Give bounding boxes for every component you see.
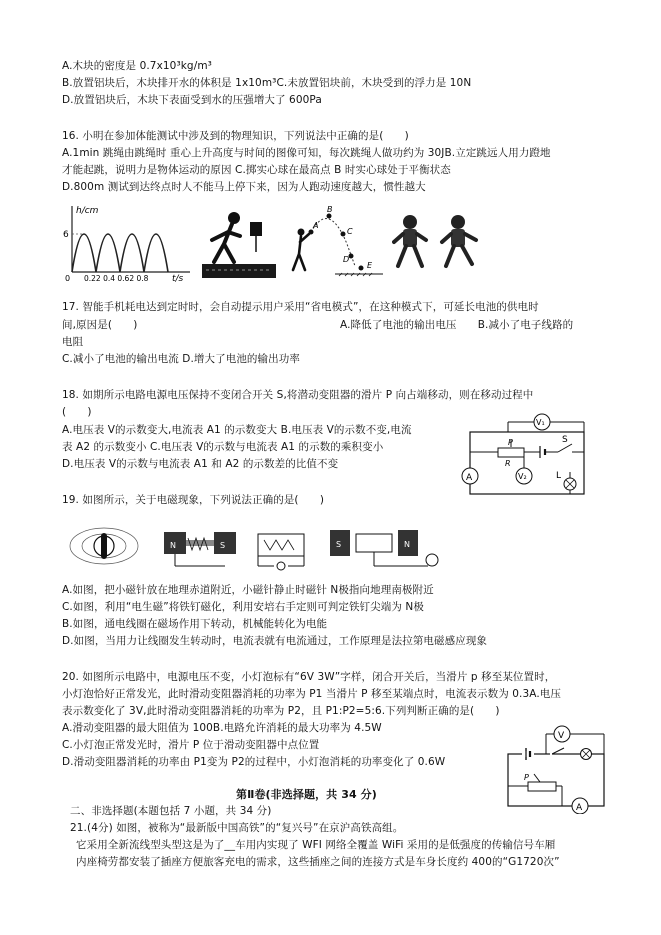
q20-option-a-b: A.滑动变阻器的最大阻值为 100B.电路允许消耗的最大功率为 4.5W [62,722,382,734]
graph-y-tick: 6 [63,230,69,240]
label-b: B [327,205,333,214]
q16-ball-trajectory [285,204,385,280]
q17-line1: 17. 智能手机耗电达到定时时，会自动提示用户采用“省电模式”，在这种模式下，可延长电池的供电时 [62,301,539,313]
q20-line1: 20. 如图所示电路中，电源电压不变，小灯泡标有“6V 3W”字样，闭合开关后，当滑片 p 移至某位置时， [62,671,556,683]
q19-option-b: B.如图，通电线圈在磁场作用下转动，机械能转化为电能 [62,618,328,630]
thrower-body [293,234,309,270]
svg-text:P: P [524,773,529,782]
thrower-head [298,229,305,236]
q19-option-a: A.如图，把小磁针放在地理赤道附近，小磁针静止时磁针 N极指向地理南极附近 [62,584,434,596]
switch-s [558,444,572,452]
q15-option-d: D.放置铝块后，木块下表面受到水的压强增大了 600Pa [62,94,322,106]
part2-heading: 第Ⅱ卷(非选择题，共 34 分) [236,788,377,801]
svg-text:V₁: V₁ [536,418,545,427]
q21-line3: 内座椅劳都安装了插座方便旅客充电的需求，这些插座之间的连接方式是车身长度约 400的“G1720次” [76,856,560,868]
rheostat-r [498,448,524,457]
q17-line2-right: A.降低了电池的输出电压 B.减小了电子线路的 [340,319,574,331]
label-a: A [313,221,319,230]
q16-option-b-c: 才能起跳，说明力是物体运动的原因 C.掷实心球在最高点 B 时实心球处于平衡状态 [62,164,451,176]
q20-line2: 小灯泡恰好正常发光，此时滑动变阻器消耗的功率为 P1 当滑片 P 移至某端点时，电流表示数为 0.3A.电压 [62,688,561,700]
svg-text:S: S [562,435,568,445]
graph-y-label: h/cm [76,206,99,216]
magnet-needle [101,533,107,559]
q20-option-c: C.小灯泡正常发光时，滑片 P 位于滑动变阻器中点位置 [62,739,320,751]
rheostat [528,782,556,791]
q20-option-d: D.滑动变阻器消耗的功率由 P1变为 P2的过程中，小灯泡消耗的功率变化了 0.6W [62,756,446,768]
q16-height-time-graph [62,202,197,282]
q19-fig-compass [70,528,138,564]
label-c: C [347,227,353,236]
q16-jump-figure [198,204,278,280]
graph-x-label: t/s [172,274,184,282]
q17-line2-left: 间,原因是( ) [62,319,138,331]
q16-runners-figure [392,210,488,276]
q20-line3: 表示数变化了 3V,此时滑动变阻器消耗的功率为 P2，且 P1:P2=5:6.下列判断正确的是( ) [62,705,500,717]
q21-line2: 它采用全新流线型头型这是为了__车用内实现了 WFI 网络全覆盖 WiFi 采用的是低强度的传输信号车厢 [76,839,556,851]
q16-option-d: D.800m 测试到达终点时人不能马上停下来，因为人跑动速度越大，惯性越大 [62,181,426,193]
svg-text:A: A [466,473,473,483]
label-d: D [343,255,350,264]
runner-left [394,215,426,266]
q18-line5: D.电压表 V的示数与电流表 A1 和 A2 的示数差的比值不变 [62,458,339,470]
athlete-head [228,212,240,224]
svg-text:V₂: V₂ [518,472,527,481]
q18-line2: ( ) [62,406,92,418]
part2-section-title: 二、非选择题(本题包括 7 小题，共 34 分) [70,805,272,817]
q18-line1: 18. 如期所示电路电源电压保持不变闭合开关 S,将潜动变阻器的滑片 P 向占端移动，则在移动过程中 [62,389,534,401]
q17-line4: C.减小了电池的输出电流 D.增大了电池的输出功率 [62,353,300,365]
q18-line4: 表 A2 的示数变小 C.电压表 V的示数与电流表 A1 的示数的乘积变小 [62,441,384,453]
q17-line3: 电阻 [62,336,84,348]
graph-curve [72,234,168,272]
q19-option-d: D.如图，当用力让线圈发生转动时，电流表就有电流通过，工作原理是法拉第电磁感应现象 [62,635,488,647]
svg-text:P: P [508,438,513,447]
q19-fig-coil [258,534,304,570]
athlete-body [212,224,240,262]
q20-circuit-diagram [500,722,610,814]
q19-stem: 19. 如图所示，关于电磁现象，下列说法正确的是( ) [62,494,325,506]
q19-fig-generator [330,530,438,566]
q16-stem: 16. 小明在参加体能测试中涉及到的物理知识，下列说法中正确的是( ) [62,130,409,142]
graph-origin: 0 [65,274,71,282]
device [250,222,262,236]
switch [552,748,564,754]
q16-option-a-b: A.1min 跳绳由跳绳时 重心上升高度与时间的图像可知，每次跳绳人做功约为 30JB.立定跳远人用力蹬地 [62,147,551,159]
q19-figures [68,520,448,574]
mat [202,264,276,278]
svg-text:N: N [170,541,176,550]
svg-text:S: S [336,540,342,549]
graph-x-ticks: 0.22 0.4 0.62 0.8 [84,274,149,282]
q21-line1: 21.(4分) 如图，被称为“最新版中国高铁”的“复兴号”在京沪高铁高组。 [70,822,404,834]
q18-circuit-diagram [458,410,598,498]
svg-text:N: N [404,540,410,549]
q19-fig-electromagnet [164,532,236,566]
label-e: E [367,261,373,270]
svg-text:R: R [505,459,511,468]
q15-option-b-c: B.放置铝块后，木块排开水的体积是 1x10m³C.未放置铝块前，木块受到的浮力是 10N [62,77,472,89]
q19-option-c: C.如图，利用“电生磁”将铁钉磁化，利用安培右手定则可判定铁钉尖端为 N极 [62,601,424,613]
runner-right [442,215,476,266]
q18-line3: A.电压表 V的示数变大,电流表 A1 的示数变大 B.电压表 V的示数不变,电流 [62,424,412,436]
svg-text:V: V [558,731,565,741]
svg-text:L: L [556,471,562,481]
svg-text:A: A [576,803,583,813]
q15-option-a: A.木块的密度是 0.7x10³kg/m³ [62,60,212,72]
svg-text:S: S [220,541,226,550]
